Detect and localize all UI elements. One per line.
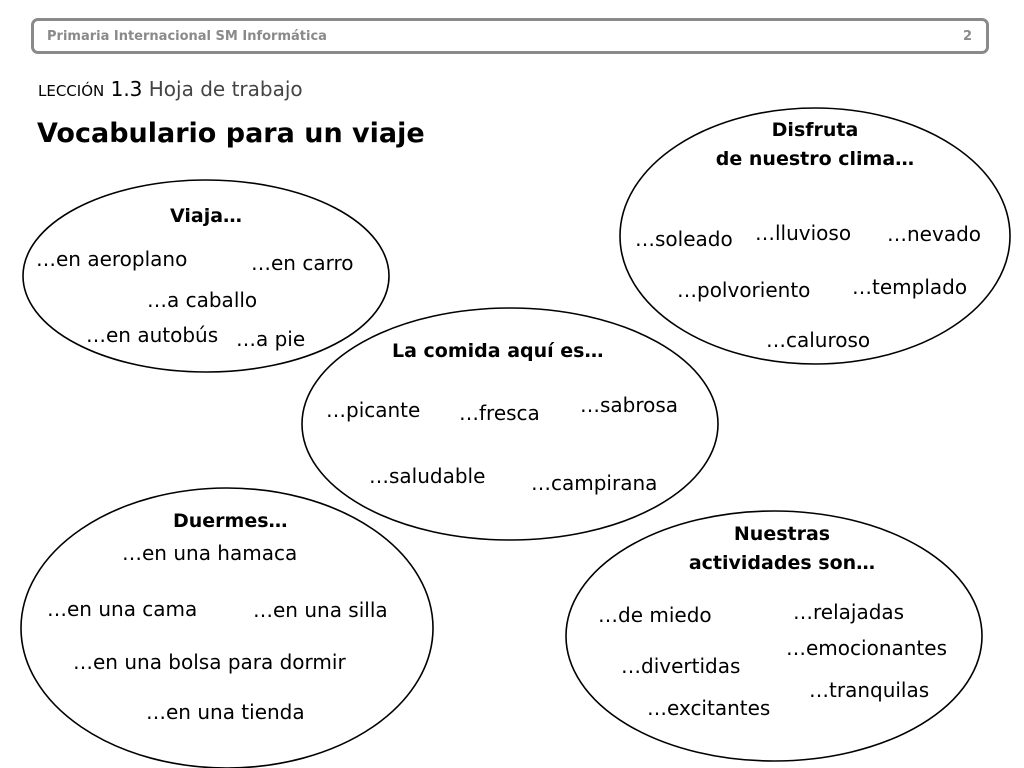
vocab-item: …en una silla (253, 598, 388, 622)
clima-heading-line2: de nuestro clima… (715, 148, 915, 170)
vocab-item: …caluroso (766, 328, 871, 352)
vocab-item: …a caballo (147, 288, 258, 312)
vocab-item: …a pie (236, 327, 306, 351)
viaja-heading: Viaja… (170, 205, 243, 227)
vocab-item: …campirana (531, 471, 658, 495)
lesson-label: LECCIÓN (38, 82, 105, 100)
vocab-item: …relajadas (793, 600, 905, 624)
vocab-item: …picante (326, 398, 421, 422)
vocab-item: …en una tienda (146, 700, 305, 724)
vocab-item: …sabrosa (580, 393, 679, 417)
lesson-subtitle: Hoja de trabajo (148, 77, 303, 101)
vocab-item: …divertidas (621, 654, 741, 678)
comida-heading: La comida aquí es… (392, 340, 604, 362)
page-number: 2 (962, 29, 972, 44)
actividades-heading-line2: actividades son… (688, 552, 876, 574)
actividades-heading-line1: Nuestras (733, 523, 831, 545)
vocab-item: …lluvioso (755, 221, 852, 245)
vocab-item: …en una bolsa para dormir (73, 650, 346, 674)
vocab-item: …templado (852, 275, 968, 299)
vocab-item: …soleado (635, 227, 733, 251)
vocab-item: …en carro (251, 251, 354, 275)
header-title: Primaria Internacional SM Informática (47, 29, 327, 44)
vocab-item: …en una cama (47, 597, 198, 621)
vocab-item: …nevado (887, 222, 982, 246)
vocab-item: …en aeroplano (36, 247, 188, 271)
vocab-item: …en autobús (86, 323, 219, 347)
vocab-item: …saludable (369, 464, 486, 488)
vocab-item: …tranquilas (809, 678, 930, 702)
vocab-item: …emocionantes (786, 636, 947, 660)
vocab-item: …polvoriento (677, 278, 811, 302)
vocab-item: …de miedo (598, 603, 712, 627)
vocab-item: …en una hamaca (122, 541, 298, 565)
duermes-heading: Duermes… (173, 510, 288, 532)
vocab-item: …fresca (459, 401, 540, 425)
lesson-number: 1.3 (110, 77, 143, 101)
clima-heading-line1: Disfruta (771, 119, 859, 141)
page-title: Vocabulario para un viaje (37, 118, 425, 149)
vocab-item: …excitantes (647, 696, 771, 720)
